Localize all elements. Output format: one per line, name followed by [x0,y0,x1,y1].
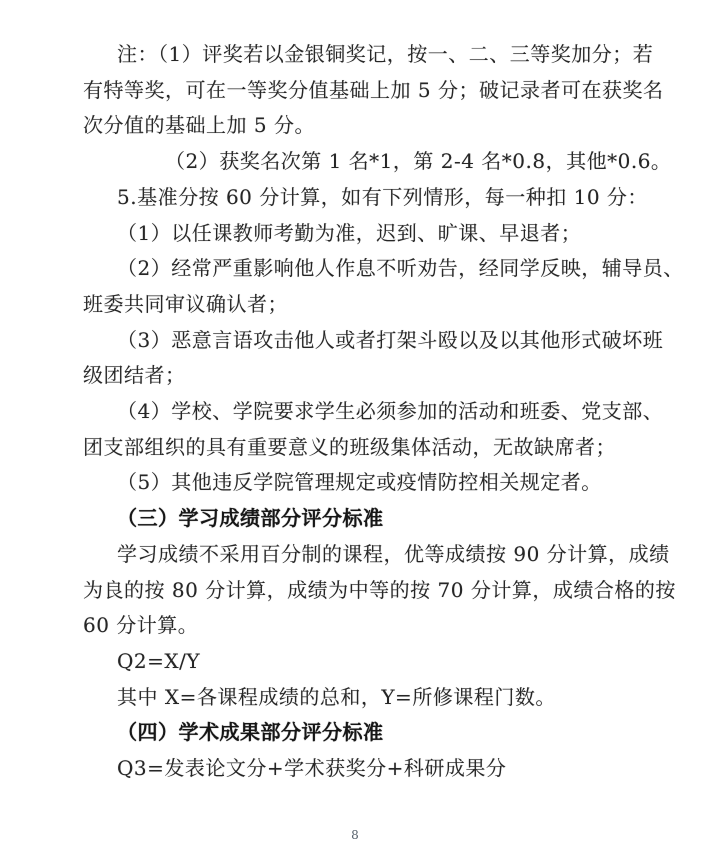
document-line: 级团结者； [83,363,186,388]
document-line: （4）学校、学院要求学生必须参加的活动和班委、党支部、 [117,399,664,424]
document-line: 学习成绩不采用百分制的课程，优等成绩按 90 分计算，成绩 [117,541,670,566]
document-line: （3）恶意言语攻击他人或者打架斗殴以及以其他形式破坏班 [117,327,664,352]
document-line: 60 分计算。 [83,613,199,638]
document-line: （四）学术成果部分评分标准 [117,720,384,745]
document-line: Q2=X/Y [117,648,201,673]
document-line: （2）经常严重影响他人作息不听劝告，经同学反映，辅导员、 [117,256,684,281]
document-line: （5）其他违反学院管理规定或疫情防控相关规定者。 [117,470,602,495]
document-text-block [83,37,684,787]
page-number: 8 [351,828,359,842]
document-line: 团支部组织的具有重要意义的班级集体活动，无故缺席者； [83,434,616,459]
document-line: 次分值的基础上加 5 分。 [83,113,315,138]
document-line: Q3=发表论文分+学术获奖分+科研成果分 [117,756,507,781]
document-line: 其中 X=各课程成绩的总和，Y=所修课程门数。 [117,684,556,709]
document-line: （三）学习成绩部分评分标准 [117,506,384,531]
document-line: （1）以任课教师考勤为准，迟到、旷课、早退者； [117,220,582,245]
document-line: 有特等奖，可在一等奖分值基础上加 5 分；破记录者可在获奖名 [83,77,664,102]
document-line: （2）获奖名次第 1 名*1，第 2-4 名*0.8，其他*0.6。 [165,149,672,174]
document-line: 为良的按 80 分计算，成绩为中等的按 70 分计算，成绩合格的按 [83,577,676,602]
document-line: 班委共同审议确认者； [83,291,288,316]
document-line: 注：（1）评奖若以金银铜奖记，按一、二、三等奖加分；若 [117,42,654,66]
document-line: 5.基准分按 60 分计算，如有下列情形，每一种扣 10 分： [117,184,648,209]
